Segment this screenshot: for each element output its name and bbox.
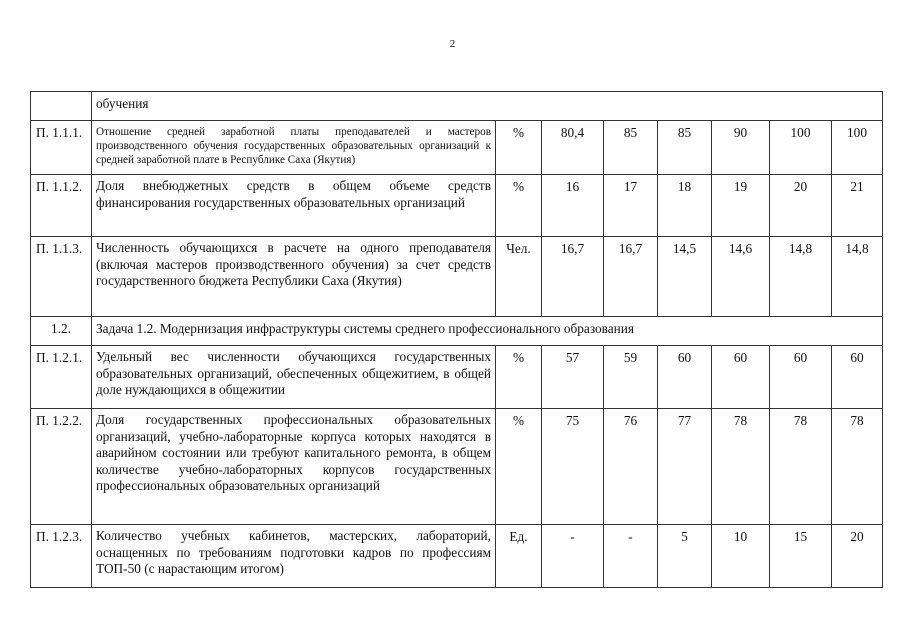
row-unit: Чел. <box>496 237 542 317</box>
row-value-6: 21 <box>832 175 883 237</box>
row-value-2: 76 <box>604 409 658 525</box>
row-number: П. 1.1.2. <box>31 175 92 237</box>
row-value-6: 100 <box>832 121 883 175</box>
row-value-5: 20 <box>770 175 832 237</box>
task-row <box>31 317 883 346</box>
task-number: 1.2. <box>31 317 92 346</box>
row-value-1: - <box>542 525 604 588</box>
row-value-5: 60 <box>770 346 832 409</box>
row-description: Численность обучающихся в расчете на одного преподавателя (включая мастеров производственного обучения) за счет средств государственного бюджета Республики Саха (Якутия) <box>92 237 496 317</box>
row-value-1: 16 <box>542 175 604 237</box>
row-value-3: 18 <box>658 175 712 237</box>
row-value-2: 85 <box>604 121 658 175</box>
row-value-3: 14,5 <box>658 237 712 317</box>
row-description: Доля государственных профессиональных образовательных организаций, учебно-лабораторные корпуса которых находятся в аварийном состоянии или требуют капитального ремонта, в общем количестве учебно-лабораторных корпусов государственных профессиональных образовательных организаций <box>92 409 496 525</box>
row-value-5: 78 <box>770 409 832 525</box>
task-title: Задача 1.2. Модернизация инфраструктуры системы среднего профессионального образования <box>92 317 883 346</box>
page-number: 2 <box>449 38 456 50</box>
row-value-4: 60 <box>712 346 770 409</box>
row-number: П. 1.1.1. <box>31 121 92 175</box>
row-number: П. 1.2.1. <box>31 346 92 409</box>
row-value-4: 19 <box>712 175 770 237</box>
row-value-6: 20 <box>832 525 883 588</box>
row-value-5: 100 <box>770 121 832 175</box>
table-row <box>31 175 883 237</box>
cell-empty <box>31 92 92 121</box>
row-value-1: 80,4 <box>542 121 604 175</box>
row-unit: % <box>496 121 542 175</box>
row-unit: % <box>496 409 542 525</box>
row-value-5: 15 <box>770 525 832 588</box>
row-unit: Ед. <box>496 525 542 588</box>
row-value-2: 59 <box>604 346 658 409</box>
table-row <box>31 346 883 409</box>
row-value-4: 10 <box>712 525 770 588</box>
row-number: П. 1.2.3. <box>31 525 92 588</box>
row-description: Отношение средней заработной платы преподавателей и мастеров производственного обучения государственных образовательных организаций к средней заработной плате в Республике Саха (Якутия) <box>92 121 496 175</box>
row-value-1: 57 <box>542 346 604 409</box>
table-row <box>31 237 883 317</box>
row-value-4: 78 <box>712 409 770 525</box>
row-number: П. 1.2.2. <box>31 409 92 525</box>
table-row <box>31 525 883 588</box>
row-value-4: 14,6 <box>712 237 770 317</box>
row-value-2: 17 <box>604 175 658 237</box>
row-value-6: 60 <box>832 346 883 409</box>
row-value-1: 75 <box>542 409 604 525</box>
row-value-6: 14,8 <box>832 237 883 317</box>
row-value-3: 60 <box>658 346 712 409</box>
continuation-text: обучения <box>92 92 883 121</box>
row-value-4: 90 <box>712 121 770 175</box>
row-value-6: 78 <box>832 409 883 525</box>
row-value-2: - <box>604 525 658 588</box>
row-description: Доля внебюджетных средств в общем объеме средств финансирования государственных образовательных организаций <box>92 175 496 237</box>
row-value-2: 16,7 <box>604 237 658 317</box>
row-description: Количество учебных кабинетов, мастерских, лабораторий, оснащенных по требованиям подготовки кадров по профессиям ТОП-50 (с нарастающим итогом) <box>92 525 496 588</box>
row-description: Удельный вес численности обучающихся государственных образовательных организаций, обеспеченных общежитием, в общей доле нуждающихся в общежитии <box>92 346 496 409</box>
row-value-3: 77 <box>658 409 712 525</box>
row-number: П. 1.1.3. <box>31 237 92 317</box>
row-value-3: 85 <box>658 121 712 175</box>
row-value-3: 5 <box>658 525 712 588</box>
row-value-1: 16,7 <box>542 237 604 317</box>
indicators-table <box>30 91 883 588</box>
table-row <box>31 409 883 525</box>
row-value-5: 14,8 <box>770 237 832 317</box>
row-unit: % <box>496 346 542 409</box>
row-unit: % <box>496 175 542 237</box>
continuation-row <box>31 92 883 121</box>
table-row <box>31 121 883 175</box>
